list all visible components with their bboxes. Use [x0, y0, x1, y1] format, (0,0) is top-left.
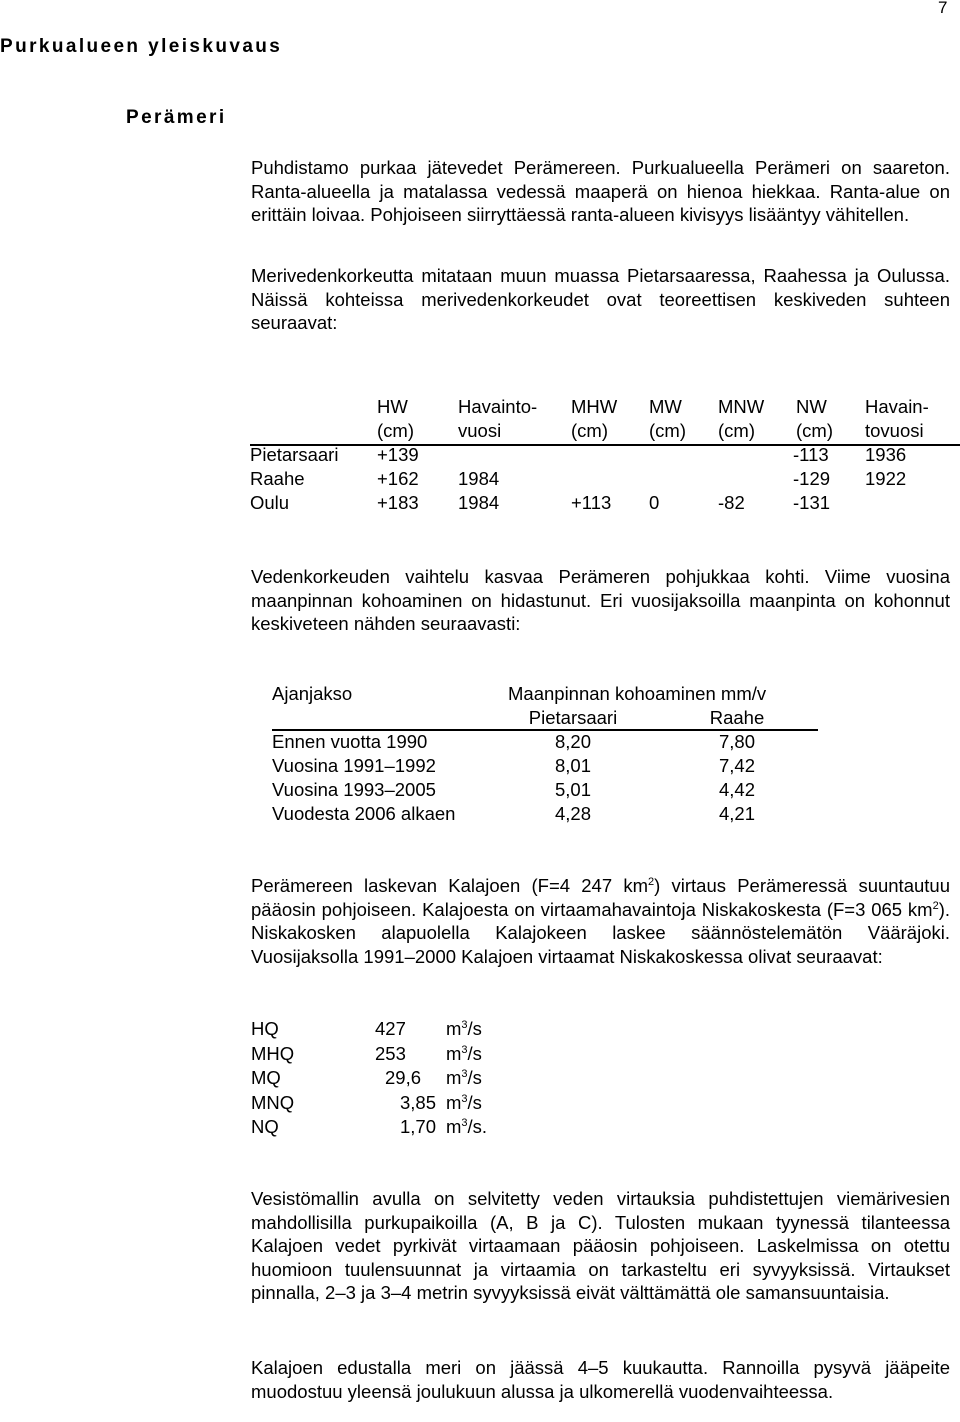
- paragraph-ice-cover: Kalajoen edustalla meri on jäässä 4–5 kuukautta. Rannoilla pysyvä jääpeite muodostuu yleensä joulukuun alussa ja ulkomerellä vuodenvaihteessa.: [251, 1357, 950, 1402]
- header-mnw: MNW (cm): [718, 396, 765, 441]
- paragraph-shoreline: Puhdistamo purkaa jätevedet Perämereen. Purkualueella Perämeri on saareton. Ranta-alueella ja matalassa vedessä maaperä on hienoa hiekkaa. Ranta-alue on erittäin loivaa. Pohjoiseen siirryttäessä ranta-alueen kivisyys lisääntyy vähitellen.: [251, 157, 950, 226]
- header-mw: MW (cm): [649, 396, 686, 441]
- page-number: 7: [938, 0, 948, 17]
- paragraph-sea-level-intro: Merivedenkorkeutta mitataan muun muassa Pietarsaaressa, Raahessa ja Oulussa. Näissä kohteissa merivedenkorkeudet ovat teoreettisen keskiveden suhteen seuraavat:: [251, 265, 950, 334]
- land-uplift-table: Ajanjakso Maanpinnan kohoaminen mm/v Pietarsaari Raahe Ennen vuotta 1990 8,20 7,80 Vuosina 1991–1992 8,01 7,42 Vuosina 1993–2005 5,01 4,42 Vuodesta 2006 alkaen 4,28 4,21: [272, 682, 818, 832]
- table-rule: [250, 444, 960, 446]
- paragraph-land-uplift-intro: Vedenkorkeuden vaihtelu kasvaa Perämeren pohjukkaa kohti. Viime vuosina maanpinnan kohoaminen on hidastunut. Eri vuosijaksoilla maanpinta on kohonnut keskiveteen nähden seuraavasti:: [251, 566, 950, 635]
- header-nw-year: Havain- tovuosi: [865, 396, 929, 441]
- paragraph-flow-model: Vesistömallin avulla on selvitetty veden virtauksia puhdistettujen viemärivesien mahdollisilla purkupaikoilla (A, B ja C). Tulosten mukaan tyynessä tilanteessa Kalajoen vedet pyrkivät virtaamaan pääosin pohjoiseen. Laskelmissa on otettu huomioon tuulensuunnat ja virtaamia on tarkasteltu eri syvyyksissä. Virtaukset pinnalla, 2–3 ja 3–4 metrin syvyyksissä eivät välttämättä ole samansuuntaisia.: [251, 1188, 950, 1304]
- header-nw: NW (cm): [796, 396, 833, 441]
- header-period: Ajanjakso: [272, 683, 353, 704]
- sea-level-table: HW (cm) Havainto- vuosi MHW (cm) MW (cm) MNW (cm) NW (cm) Havain- tovuosi Pietarsaari +139 -113 1936 Raahe +162 1984 -129 1922 Oulu +183 1984 +113 0 -82 -131: [250, 395, 960, 517]
- paragraph-kalajoki: Perämereen laskevan Kalajoen (F=4 247 $km^2$) virtaus Perämeressä suuntautuu pääosin pohjoiseen. Kalajoesta on virtaamahavaintoja Niskakoskesta (F=3 065 $km^2$). Niskakosken alapuolella Kalajokeen laskee säännöstelemätön Vääräjoki. Vuosijaksolla 1991–2000 Kalajoen virtaamat Niskakoskessa olivat seuraavat:: [251, 875, 950, 967]
- header-hw-year: Havainto- vuosi: [458, 396, 538, 441]
- flow-values-list: HQ 427 $m^3/s$ MHQ 253 $m^3/s$ MQ 29,6 $m^3/s$ MNQ 3,85 $m^3/s$ NQ 1,70 $m^3/s$.: [251, 1018, 488, 1137]
- header-mhw: MHW (cm): [571, 396, 618, 441]
- section-heading: Purkualueen yleiskuvaus: [0, 36, 283, 57]
- subsection-heading: Perämeri: [126, 107, 227, 128]
- header-uplift: Maanpinnan kohoaminen mm/v: [508, 683, 767, 704]
- header-hw: HW (cm): [377, 396, 414, 441]
- header-pietarsaari: Pietarsaari: [528, 707, 618, 728]
- header-raahe: Raahe: [709, 707, 765, 728]
